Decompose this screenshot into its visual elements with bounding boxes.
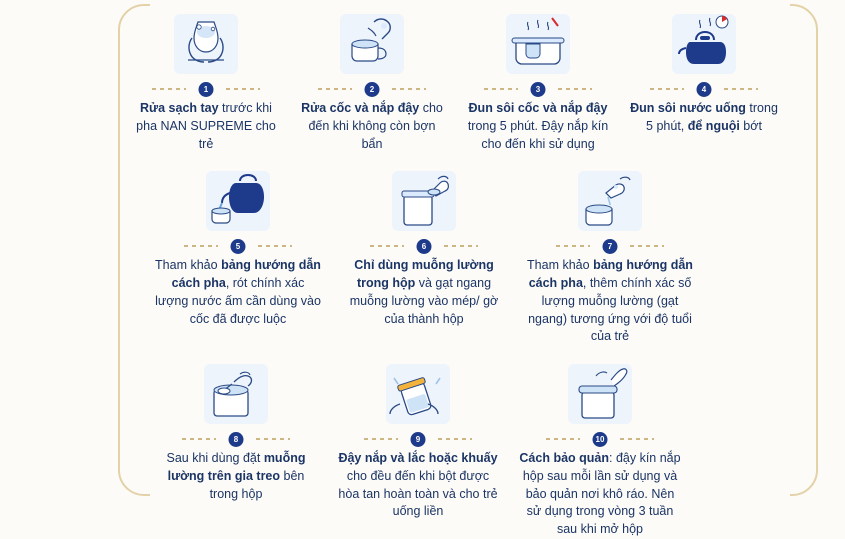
step-caption: Rửa sạch tay trước khi pha NAN SUPREME cho trẻ [136, 101, 276, 151]
step-caption: Sau khi dùng đặt muỗng lường trên gia treo bên trong hộp [166, 451, 306, 501]
step-6 [338, 165, 510, 328]
step-number-badge: 5 [231, 239, 246, 254]
pouring-water-into-cup-icon [190, 165, 286, 237]
step-caption: Cách bảo quản: đậy kín nắp hộp sau mỗi lần sử dụng và bảo quản nơi khô ráo. Nên sử dụng trong vòng 3 tuần sau khi mở hộp [519, 451, 681, 536]
step-divider [184, 239, 292, 253]
step-divider [484, 82, 592, 96]
step-divider [152, 82, 260, 96]
step-number-badge: 4 [697, 82, 712, 97]
step-caption: Tham khảo bảng hướng dẫn cách pha, rót chính xác lượng nước ấm cần dùng vào cốc đã được luộc [155, 258, 321, 326]
step-9 [334, 358, 502, 521]
step-number-badge: 6 [417, 239, 432, 254]
adding-scoops-icon [562, 165, 658, 237]
step-10 [516, 358, 684, 539]
step-number-badge: 7 [603, 239, 618, 254]
step-caption: Đun sôi cốc và nắp đậy trong 5 phút. Đậy nắp kín cho đến khi sử dụng [467, 101, 609, 151]
step-number-badge: 9 [411, 432, 426, 447]
step-4 [628, 8, 780, 136]
steps-grid [130, 8, 810, 539]
step-divider [546, 432, 654, 446]
step-divider [556, 239, 664, 253]
step-1 [130, 8, 282, 153]
step-number-badge: 8 [229, 432, 244, 447]
level-scoop-icon [376, 165, 472, 237]
step-number-badge: 3 [531, 82, 546, 97]
step-caption: Đậy nắp và lắc hoặc khuấy cho đều đến khi bột được hòa tan hoàn toàn và cho trẻ uống liền [338, 451, 498, 519]
step-divider [318, 82, 426, 96]
closing-lid-storage-icon [552, 358, 648, 430]
steps-row-1 [130, 8, 810, 153]
shaking-cup-icon [370, 358, 466, 430]
step-divider [370, 239, 478, 253]
step-number-badge: 10 [593, 432, 608, 447]
step-2 [296, 8, 448, 153]
boiling-kettle-icon [656, 8, 752, 80]
steps-row-2 [130, 165, 810, 346]
step-caption: Đun sôi nước uống trong 5 phút, để nguội bớt [630, 101, 778, 133]
step-caption: Tham khảo bảng hướng dẫn cách pha, thêm chính xác số lượng muỗng lường (gạt ngang) tương ứng với độ tuổi của trẻ [527, 258, 693, 344]
step-8 [152, 358, 320, 503]
step-divider [364, 432, 472, 446]
step-divider [182, 432, 290, 446]
step-5 [152, 165, 324, 328]
step-number-badge: 2 [365, 82, 380, 97]
step-caption: Rửa cốc và nắp đậy cho đến khi không còn bợn bẩn [301, 101, 443, 151]
step-number-badge: 1 [199, 82, 214, 97]
boiling-cup-in-pot-icon [490, 8, 586, 80]
hands-washing-icon [158, 8, 254, 80]
scoop-on-holder-icon [188, 358, 284, 430]
step-7 [524, 165, 696, 346]
step-3 [462, 8, 614, 153]
step-divider [650, 82, 758, 96]
steps-row-3 [130, 358, 810, 539]
step-caption: Chỉ dùng muỗng lường trong hộp và gạt ngang muỗng lường vào mép/ gờ của thành hộp [349, 258, 499, 326]
washing-cup-and-lid-icon [324, 8, 420, 80]
